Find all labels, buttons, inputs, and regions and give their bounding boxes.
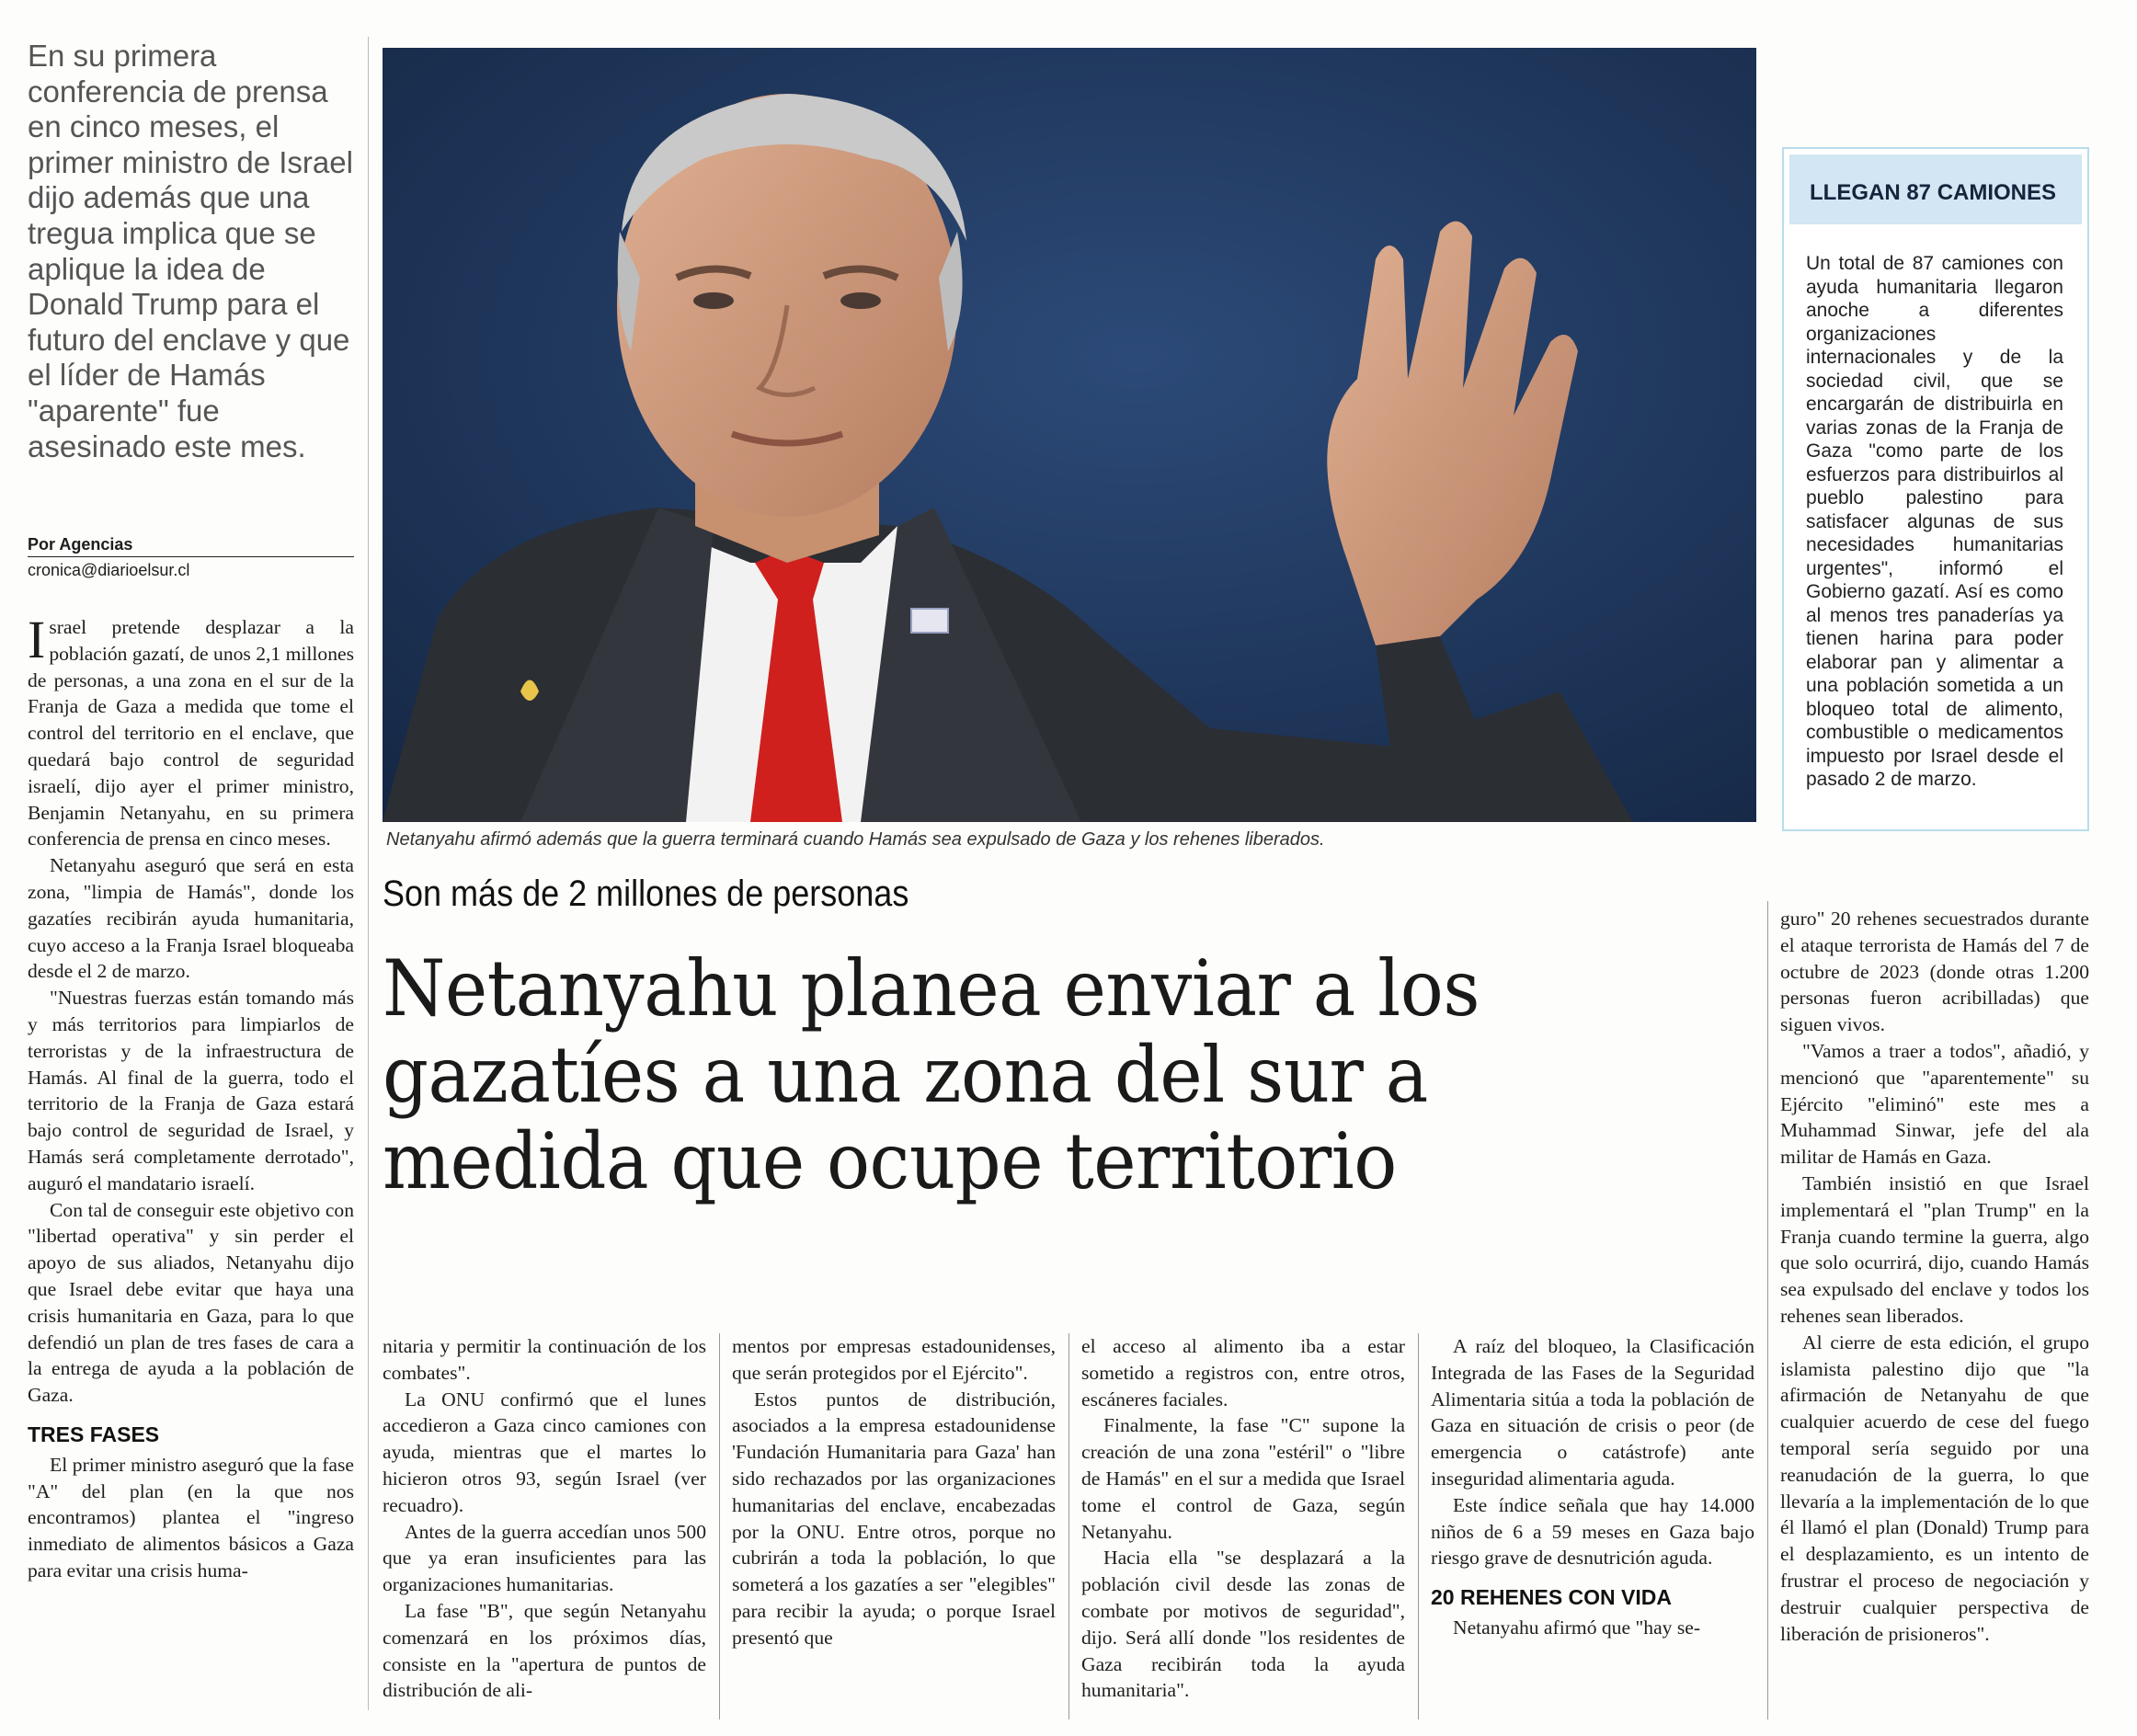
subhead-20-rehenes: 20 REHENES CON VIDA — [1431, 1585, 1673, 1610]
sidebar-body: Un total de 87 camiones con ayuda humanitaria llegaron anoche a diferentes organizaciones internacionales y de la sociedad civil, que se encargarán de distribuirla en varias zonas de la Franja de Gaza "como parte de los esfuerzos para distribuirlos al pueblo palestino para satisfacer algunas de sus necesidades humanitarias urgentes", informó el Gobierno gazatí. Así es como al menos tres panaderías ya tienen harina para poder elaborar pan y alimentar a una población sometida a un bloqueo total de alimento, combustible o medicamentos impuesto por Israel desde el pasado 2 de marzo. — [1806, 253, 2063, 790]
paragraph: guro" 20 rehenes secuestrados durante el ataque terrorista de Hamás del 7 de octubre de 2023 (donde otras 1.200 personas fueron acribilladas) que siguen vivos. — [1780, 908, 2089, 1036]
article-column-1 — [28, 610, 354, 1584]
paragraph: nitaria y permitir la continuación de los combates". — [383, 1335, 706, 1384]
paragraph: Antes de la guerra accedían unos 500 que ya eran insuficientes para las organizaciones humanitarias. — [383, 1520, 706, 1596]
sidebar-title: LLEGAN 87 CAMIONES — [1810, 180, 2057, 205]
column-divider — [719, 1333, 720, 1719]
paragraph: Este índice señala que hay 14.000 niños de 6 a 59 meses en Gaza bajo riesgo grave de desnutrición aguda. — [1431, 1493, 1754, 1570]
subhead-tres-fases: TRES FASES — [28, 1422, 160, 1446]
lead-summary: En su primera conferencia de prensa en cinco meses, el primer ministro de Israel dijo además que una tregua implica que se aplique la idea de Donald Trump para el futuro del enclave y que el líder de Hamás "aparente" fue asesinado este mes. — [28, 39, 353, 463]
paragraph: Con tal de conseguir este objetivo con "libertad operativa" y sin perder el apoyo de sus aliados, Netanyahu dijo que Israel debe evitar que haya una crisis humanitaria en Gaza, para lo que defendió un plan de tres fases de cara a la entrega de ayuda a la población de Gaza. — [28, 1198, 354, 1407]
article-column-2 — [383, 1333, 706, 1704]
paragraph: La ONU confirmó que el lunes accedieron a Gaza cinco camiones con ayuda, mientras que el martes lo hicieron otros 93, según Israel (ver recuadro). — [383, 1388, 706, 1516]
paragraph: Finalmente, la fase "C" supone la creación de una zona "estéril" o "libre de Hamás" en el sur a medida que Israel tome el control de Gaza, según Netanyahu. — [1081, 1414, 1405, 1543]
paragraph: el acceso al alimento iba a estar sometido a registros con, entre otros, escáneres faciales. — [1081, 1335, 1405, 1410]
paragraph: Netanyahu afirmó que "hay se- — [1453, 1616, 1701, 1639]
paragraph: Estos puntos de distribución, asociados a la empresa estadounidense 'Fundación Humanitaria para Gaza' han sido rechazados por las organizaciones humanitarias del enclave, encabezadas por la ONU. Entre otros, porque no cubrirán a toda la población, lo que someterá a los gazatíes a ser "elegibles" para recibir la ayuda; o porque Israel presentó que — [732, 1388, 1056, 1649]
photo-caption: Netanyahu afirmó además que la guerra terminará cuando Hamás sea expulsado de Gaza y los rehenes liberados. — [386, 829, 1325, 850]
column-divider — [1068, 1333, 1069, 1719]
paragraph: A raíz del bloqueo, la Clasificación Integrada de las Fases de la Seguridad Alimentaria sitúa a toda la población de Gaza en situación de crisis o peor (de emergencia o catástrofe) ante inseguridad alimentaria aguda. — [1431, 1335, 1754, 1490]
drop-cap: I — [28, 610, 46, 669]
paragraph: La fase "B", que según Netanyahu comenzará en los próximos días, consiste en la "apertura de puntos de distribución de ali- — [383, 1599, 706, 1702]
article-column-3 — [732, 1333, 1056, 1651]
paragraph: "Nuestras fuerzas están tomando más y más territorios para limpiarlos de terroristas y de la infraestructura de Hamás. Al final de la guerra, todo el territorio de la Franja de Gaza estará bajo control de seguridad de Israel, y Hamás será completamente derrotado", auguró el mandatario israelí. — [28, 987, 354, 1194]
byline-author: Por Agencias — [28, 535, 354, 557]
article-column-4 — [1081, 1333, 1405, 1704]
paragraph: Hacia ella "se desplazará a la población civil desde las zonas de combate por motivos de seguridad", dijo. Será allí donde "los residentes de Gaza recibirán toda la ayuda humanitaria". — [1081, 1547, 1405, 1702]
column-divider — [1418, 1333, 1419, 1719]
paragraph: También insistió en que Israel implementará el "plan Trump" en la Franja cuando termine la guerra, algo que solo ocurrirá, dijo, cuando Hamás sea expulsado del enclave y todos los rehenes sean liberados. — [1780, 1171, 2089, 1327]
column-divider — [368, 37, 369, 1710]
paragraph: "Vamos a traer a todos", añadió, y mencionó que "aparentemente" su Ejército "eliminó" este mes a Muhammad Sinwar, jefe del ala militar de Hamás en Gaza. — [1780, 1039, 2089, 1169]
article-column-6 — [1780, 906, 2089, 1647]
sidebar-header — [1789, 154, 2082, 224]
article-column-5 — [1431, 1333, 1754, 1641]
paragraph: srael pretende desplazar a la población gazatí, de unos 2,1 millones de personas, a una zona en el sur de la Franja de Gaza a medida que tome el control del territorio en el enclave, que quedará bajo control de seguridad israelí, dijo ayer el primer ministro, Benjamin Netanyahu, en su primera conferencia de prensa en cinco meses. — [28, 616, 354, 851]
headline: Netanyahu planea enviar a los gazatíes a una zona del sur a medida que ocupe territorio — [383, 943, 1480, 1206]
paragraph: mentos por empresas estadounidenses, que serán protegidos por el Ejército". — [732, 1335, 1056, 1384]
byline-email: cronica@diarioelsur.cl — [28, 561, 190, 579]
kicker: Son más de 2 millones de personas — [383, 874, 909, 914]
portrait-illustration — [383, 48, 1756, 822]
column-divider — [1767, 901, 1768, 1719]
paragraph: Netanyahu aseguró que será en esta zona, "limpia de Hamás", donde los gazatíes recibirán ayuda humanitaria, cuyo acceso a la Franja Israel bloqueaba desde el 2 de marzo. — [28, 854, 354, 983]
sidebar-box — [1782, 147, 2089, 831]
paragraph: El primer ministro aseguró que la fase "A" del plan (en la que nos encontramos) plantea el "ingreso inmediato de alimentos básicos a Gaza para evitar una crisis huma- — [28, 1453, 354, 1582]
paragraph: Al cierre de esta edición, el grupo islamista palestino dijo que "la afirmación de Netanyahu de que cualquier acuerdo de cese del fuego temporal sería seguido por una reanudación de la guerra, lo que llevaría a la implementación de lo que él llamó el plan (Donald) Trump para el desplazamiento, es un intento de frustrar el proceso de negociación y destruir cualquier perspectiva de liberación de prisioneros". — [1780, 1331, 2089, 1645]
netanyahu-photo — [383, 48, 1756, 822]
